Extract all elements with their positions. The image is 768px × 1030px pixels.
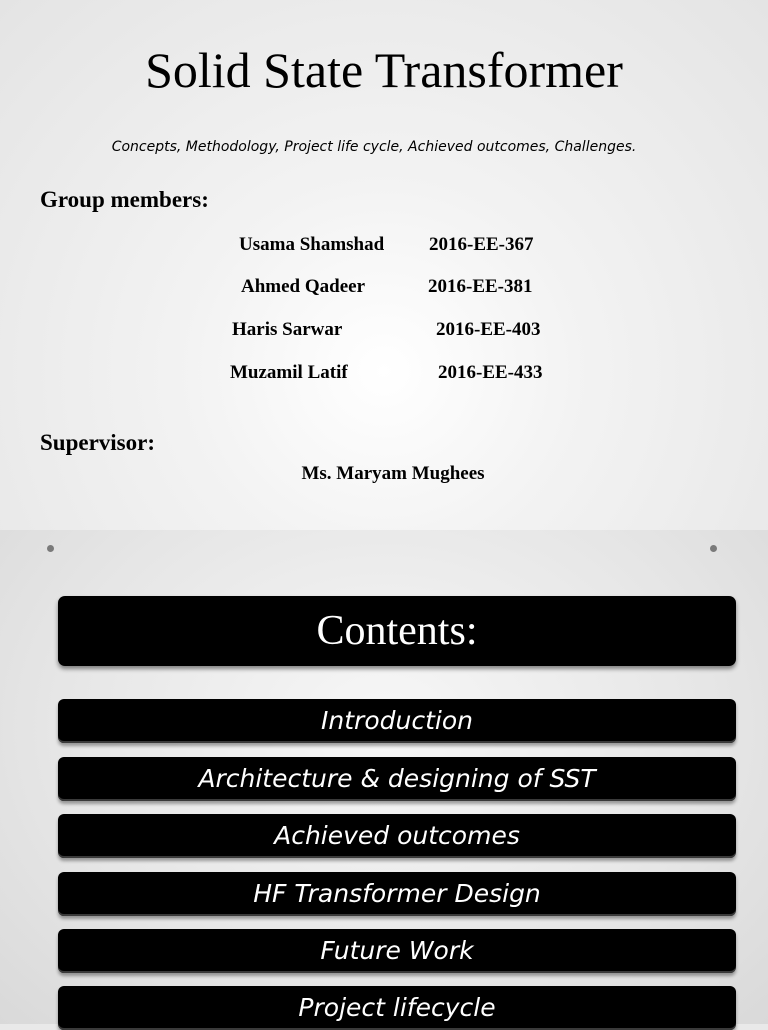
bullet-dot-left bbox=[47, 545, 54, 552]
member-id: 2016-EE-381 bbox=[428, 276, 533, 297]
member-id: 2016-EE-367 bbox=[429, 234, 534, 255]
member-name: Muzamil Latif bbox=[230, 362, 348, 383]
contents-item: Architecture & designing of SST bbox=[58, 757, 736, 801]
member-name: Haris Sarwar bbox=[232, 319, 343, 340]
contents-item: Introduction bbox=[58, 699, 736, 743]
group-members-label: Group members: bbox=[40, 187, 209, 212]
slide-title: Solid State Transformer bbox=[145, 42, 623, 98]
contents-item: Project lifecycle bbox=[58, 986, 736, 1030]
member-name: Usama Shamshad bbox=[239, 234, 385, 255]
member-name: Ahmed Qadeer bbox=[241, 276, 366, 297]
bullet-dot-right bbox=[710, 545, 717, 552]
slide-subtitle: Concepts, Methodology, Project life cycle, Achieved outcomes, Challenges. bbox=[111, 139, 637, 155]
member-id: 2016-EE-403 bbox=[436, 319, 541, 340]
member-id: 2016-EE-433 bbox=[438, 362, 543, 383]
contents-item: Future Work bbox=[58, 929, 736, 973]
contents-item: Achieved outcomes bbox=[58, 814, 736, 858]
supervisor-label: Supervisor: bbox=[40, 430, 155, 455]
supervisor-name: Ms. Maryam Mughees bbox=[301, 463, 485, 484]
contents-heading: Contents: bbox=[58, 596, 736, 666]
contents-item: HF Transformer Design bbox=[58, 872, 736, 916]
